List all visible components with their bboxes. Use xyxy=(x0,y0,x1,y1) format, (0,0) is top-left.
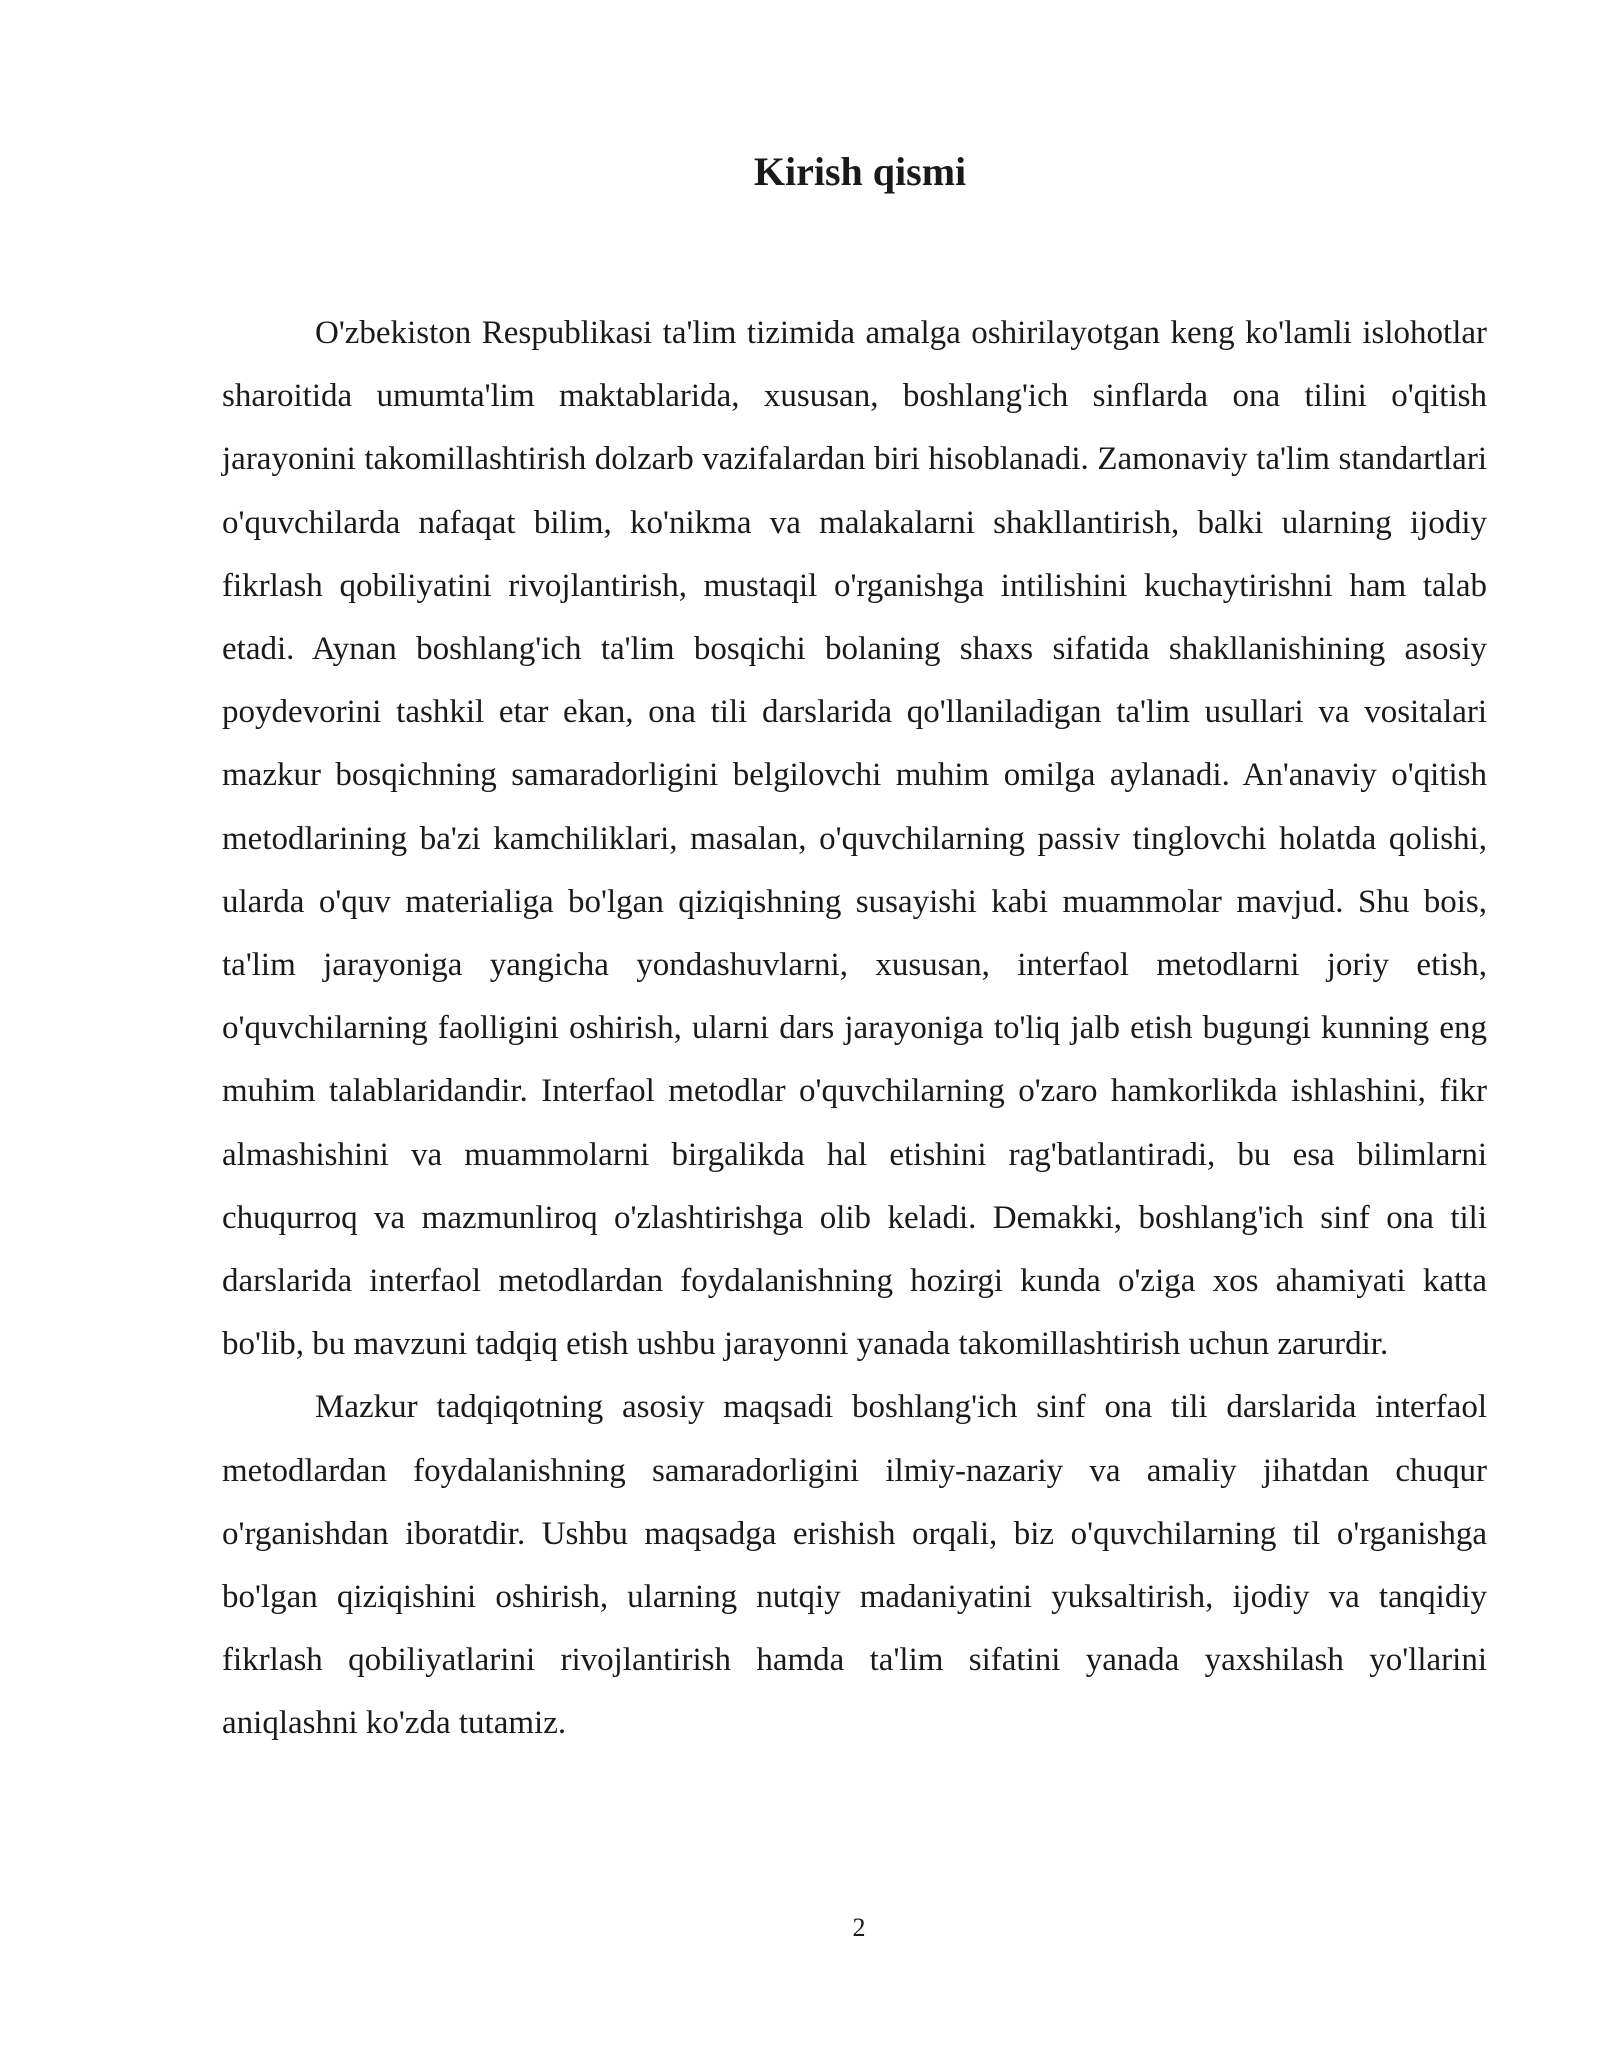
body-text xyxy=(222,302,1487,1756)
page-number: 2 xyxy=(852,1913,866,1942)
paragraph-research-goal: Mazkur tadqiqotning asosiy maqsadi boshlang'ich sinf ona tili darslarida interfaol metodlardan foydalanishning samaradorligini ilmiy-nazariy va amaliy jihatdan chuqur o'rganishdan iboratdir. Ushbu maqsadga erishish orqali, biz o'quvchilarning til o'rganishga bo'lgan qiziqishini oshirish, ularning nutqiy madaniyatini yuksaltirish, ijodiy va tanqidiy fikrlash qobiliyatlarini rivojlantirish hamda ta'lim sifatini yanada yaxshilash yo'llarini aniqlashni ko'zda tutamiz. xyxy=(222,1389,1487,1742)
paragraph-introduction: O'zbekiston Respublikasi ta'lim tizimida amalga oshirilayotgan keng ko'lamli islohotlar sharoitida umumta'lim maktablarida, xususan, boshlang'ich sinflarda ona tilini o'qitish jarayonini takomillashtirish dolzarb vazifalardan biri hisoblanadi. Zamonaviy ta'lim standartlari o'quvchilarda nafaqat bilim, ko'nikma va malakalarni shakllantirish, balki ularning ijodiy fikrlash qobiliyatini rivojlantirish, mustaqil o'rganishga intilishini kuchaytirishni ham talab etadi. Aynan boshlang'ich ta'lim bosqichi bolaning shaxs sifatida shakllanishining asosiy poydevorini tashkil etar ekan, ona tili darslarida qo'llaniladigan ta'lim usullari va vositalari mazkur bosqichning samaradorligini belgilovchi muhim omilga aylanadi. An'anaviy o'qitish metodlarining ba'zi kamchiliklari, masalan, o'quvchilarning passiv tinglovchi holatda qolishi, ularda o'quv materialiga bo'lgan qiziqishning susayishi kabi muammolar mavjud. Shu bois, ta'lim jarayoniga yangicha yondashuvlarni, xususan, interfaol metodlarni joriy etish, o'quvchilarning faolligini oshirish, ularni dars jarayoniga to'liq jalb etish bugungi kunning eng muhim talablaridandir. Interfaol metodlar o'quvchilarning o'zaro hamkorlikda ishlashini, fikr almashishini va muammolarni birgalikda hal etishini rag'batlantiradi, bu esa bilimlarni chuqurroq va mazmunliroq o'zlashtirishga olib keladi. Demakki, boshlang'ich sinf ona tili darslarida interfaol metodlardan foydalanishning hozirgi kunda o'ziga xos ahamiyati katta bo'lib, bu mavzuni tadqiq etish ushbu jarayonni yanada takomillashtirish uchun zarurdir. xyxy=(222,315,1487,1363)
section-title: Kirish qismi xyxy=(753,149,967,194)
